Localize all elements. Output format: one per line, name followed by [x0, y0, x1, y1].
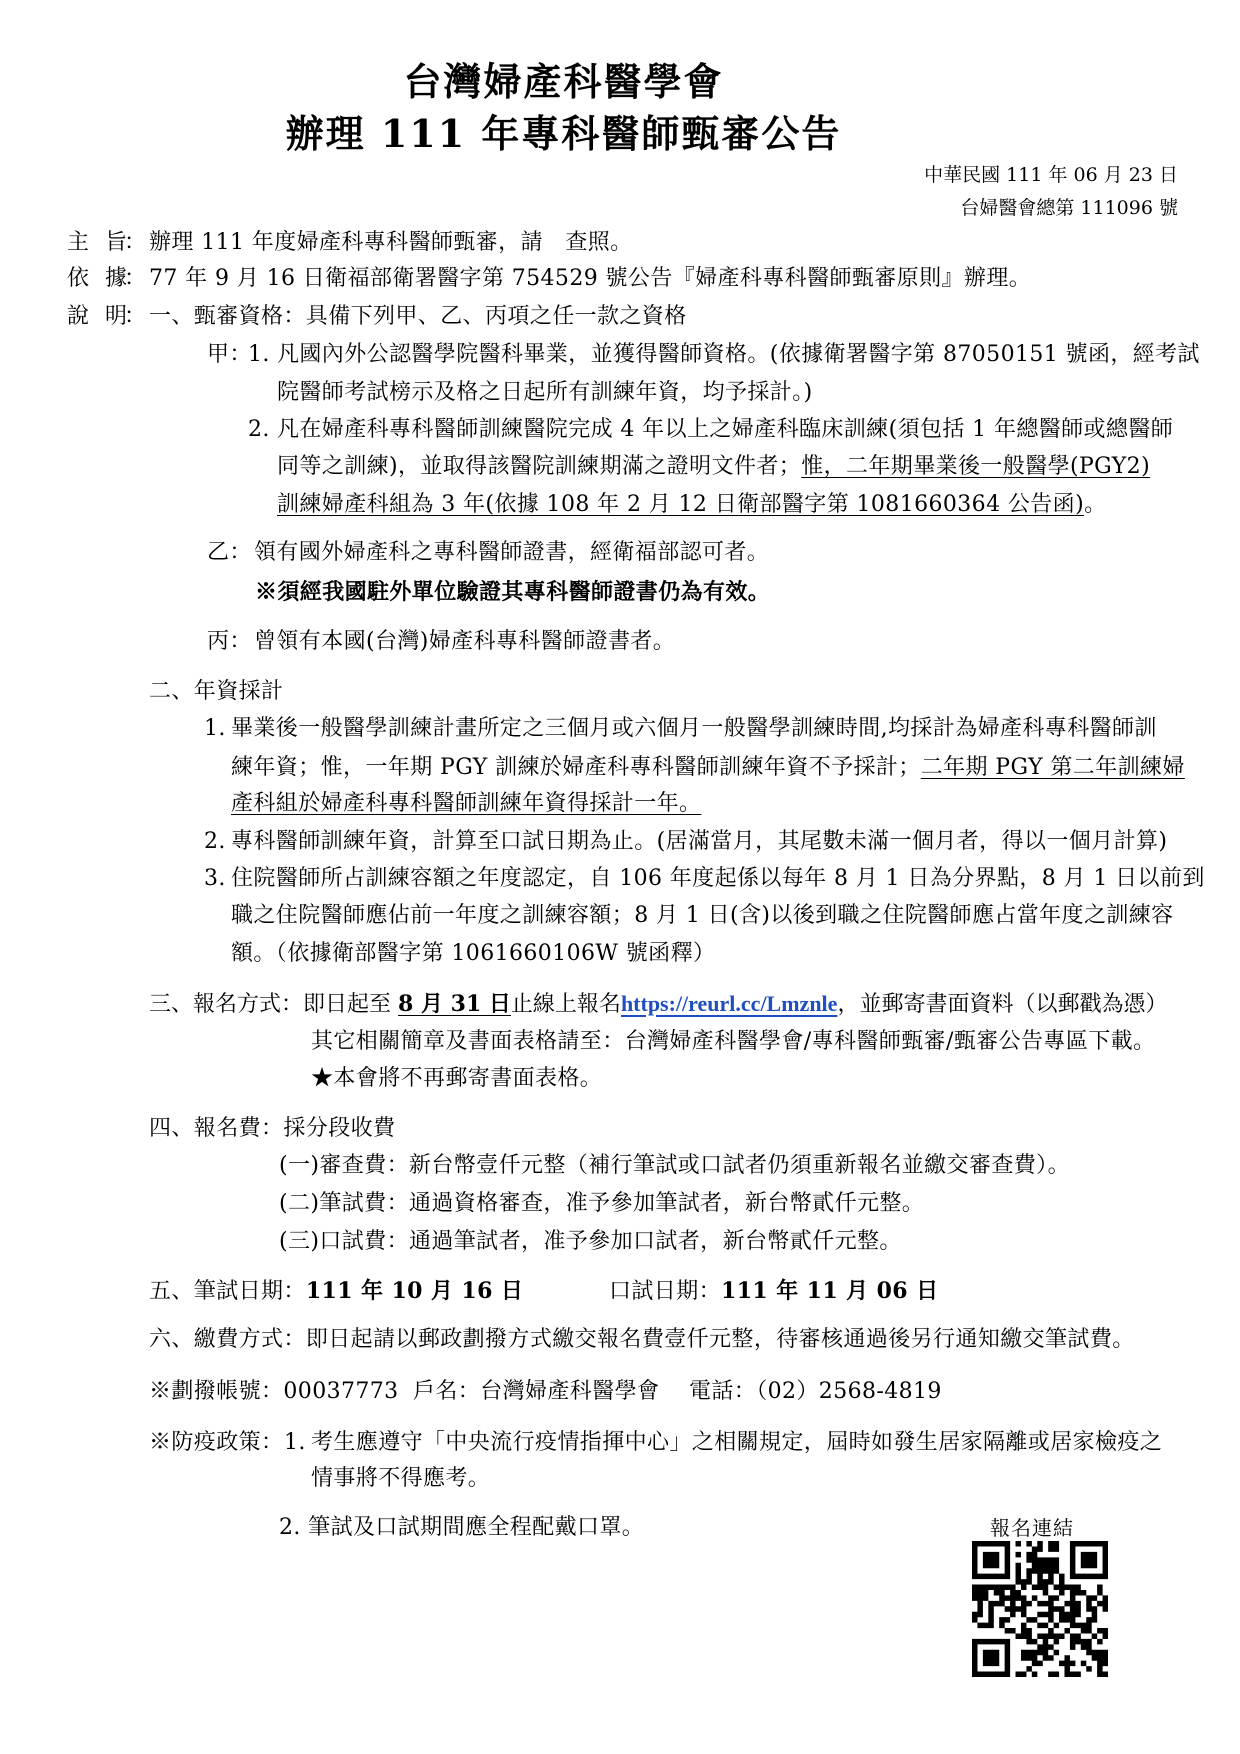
registration-text: 止線上報名 — [510, 992, 621, 1017]
explanation-label: 說 明： — [67, 304, 144, 329]
registration-download-note: 其它相關簡章及書面表格請至：台灣婦產科醫學會/專科醫師甄審/甄審公告專區下載。 — [311, 1029, 1156, 1054]
postal-account: ※劃撥帳號：00037773 — [149, 1379, 399, 1404]
item-text: 曾領有本國(台灣)婦產科專科醫師證書者。 — [254, 629, 676, 654]
qualification-yi-note: ※須經我國駐外單位驗證其專科醫師證書仍為有效。 — [255, 579, 771, 605]
covid-policy-heading: ※防疫政策： — [149, 1430, 284, 1455]
seniority-heading: 二、年資採計 — [149, 679, 284, 704]
fee-item-written: (二)筆試費：通過資格審查，准予參加筆試者，新台幣貳仟元整。 — [279, 1191, 925, 1216]
yi-label: 乙： — [207, 540, 252, 565]
seniority-item3-cont2: 額。（依據衛部醫字第 1061660106W 號函釋） — [231, 941, 716, 966]
bing-label: 丙： — [207, 629, 252, 654]
issue-date: 中華民國 111 年 06 月 23 日 — [924, 164, 1178, 186]
registration-qr-code — [972, 1541, 1108, 1677]
fee-item-oral: (三)口試費：通過筆試者，准予參加口試者，新台幣貳仟元整。 — [279, 1229, 902, 1254]
qualification-jia-item1-cont — [277, 378, 813, 408]
item-number: 1. — [248, 342, 270, 367]
document-number: 台婦醫會總第 111096 號 — [960, 197, 1178, 219]
registration-text: ，並郵寄書面資料（以郵戳為憑） — [837, 992, 1168, 1017]
covid-policy-item2: 2. 筆試及口試期間應全程配戴口罩。 — [279, 1515, 645, 1540]
item-text: 畢業後一般醫學訓練計畫所定之三個月或六個月一般醫學訓練時間,均採計為婦產科專科醫師訓 — [231, 716, 1157, 741]
qualification-jia-item2 — [248, 415, 1173, 445]
qualification-yi — [207, 538, 769, 568]
item-text: 同等之訓練)，並取得該醫院訓練期滿之證明文件者； — [277, 454, 802, 479]
covid-policy-item1-cont: 情事將不得應考。 — [311, 1466, 491, 1491]
item-number: 1. — [204, 716, 226, 741]
underlined-text: 惟，二年期畢業後一般醫學(PGY2) — [801, 454, 1151, 479]
written-exam-date: 111 年 10 月 16 日 — [305, 1278, 524, 1304]
subject-text: 辦理 111 年度婦產科專科醫師甄審，請 查照。 — [149, 230, 633, 255]
account-holder: 戶名：台灣婦產科醫學會 — [413, 1379, 660, 1404]
item-number: 2. — [204, 829, 226, 854]
item-text: 凡國內外公認醫學院醫科畢業，並獲得醫師資格。(依據衛署醫字第 87050151 號函，經考試 — [277, 342, 1200, 367]
oral-exam-label: 口試日期： — [609, 1279, 722, 1304]
written-exam-label: 五、筆試日期： — [149, 1279, 306, 1304]
oral-exam-date: 111 年 11 月 06 日 — [721, 1278, 939, 1304]
qualification-jia-item2-cont2 — [277, 490, 1106, 520]
underlined-text: 二年期 PGY 第二年訓練婦 — [920, 755, 1185, 780]
item-number: 1. — [284, 1430, 306, 1455]
qr-code-label: 報名連結 — [990, 1516, 1074, 1540]
subject-line — [67, 228, 633, 258]
qualification-jia-item2-cont — [277, 452, 1150, 482]
item-number: 3. — [204, 866, 226, 891]
seniority-item3 — [204, 864, 1205, 894]
seniority-item3-cont: 職之住院醫師應佔前一年度之訓練容額；8 月 1 日(含)以後到職之住院醫師應占當年度之訓練容 — [231, 903, 1174, 928]
oral-exam-date-line — [609, 1276, 938, 1307]
registration-heading: 三、報名方式： — [149, 992, 304, 1017]
payment-text: 即日起請以郵政劃撥方式繳交報名費壹仟元整，待審核通過後另行通知繳交筆試費。 — [305, 1327, 1135, 1352]
item-text: 院醫師考試榜示及格之日起所有訓練年資，均予採計。) — [277, 380, 813, 405]
organization-name: 台灣婦產科醫學會 — [403, 59, 724, 104]
registration-link[interactable]: https://reurl.cc/Lmznle — [620, 991, 838, 1016]
item-text: 領有國外婦產科之專科醫師證書，經衛福部認可者。 — [254, 540, 770, 565]
fees-heading: 四、報名費：採分段收費 — [149, 1116, 396, 1141]
document-title: 辦理 111 年專科醫師甄審公告 — [285, 111, 842, 156]
written-exam-date-line — [149, 1276, 523, 1307]
payment-line — [149, 1325, 1135, 1355]
registration-text: 即日起至 — [303, 992, 399, 1017]
contact-phone: 電話：（02）2568-4819 — [689, 1379, 942, 1404]
fee-item-review: (一)審查費：新台幣壹仟元整（補行筆試或口試者仍須重新報名並繳交審查費）。 — [279, 1153, 1070, 1178]
qualification-bing — [207, 627, 675, 657]
seniority-item1 — [204, 714, 1157, 744]
item-text: 住院醫師所占訓練容額之年度認定，自 106 年度起係以每年 8 月 1 日為分界點，8 月 1 日以前到 — [231, 866, 1205, 891]
registration-deadline: 8 月 31 日 — [398, 991, 511, 1017]
basis-line — [67, 264, 1031, 294]
item-number: 2. — [248, 417, 270, 442]
qualification-jia-item1 — [207, 340, 1200, 370]
underlined-text: 產科組於婦產科專科醫師訓練年資得採計一年。 — [231, 791, 702, 816]
basis-text: 77 年 9 月 16 日衛福部衛署醫字第 754529 號公告『婦產科專科醫師甄審原則』辦理。 — [149, 266, 1032, 291]
registration-line — [149, 989, 1167, 1020]
seniority-item2 — [204, 827, 1167, 857]
qualification-heading: 一、甄審資格：具備下列甲、乙、丙項之任一款之資格 — [149, 304, 687, 329]
covid-policy-item1 — [149, 1428, 1162, 1458]
item-text: 專科醫師訓練年資，計算至口試日期為止。(居滿當月，其尾數未滿一個月者，得以一個月計算) — [231, 829, 1168, 854]
item-text: 。 — [1084, 492, 1107, 517]
explanation-line — [67, 302, 687, 332]
item-text: 考生應遵守「中央流行疫情指揮中心」之相關規定，屆時如發生居家隔離或居家檢疫之 — [311, 1430, 1163, 1455]
registration-no-mail-note: ★本會將不再郵寄書面表格。 — [311, 1066, 603, 1091]
payment-heading: 六、繳費方式： — [149, 1327, 306, 1352]
seniority-item1-cont2 — [231, 789, 701, 819]
underlined-text: 訓練婦產科組為 3 年(依據 108 年 2 月 12 日衛部醫字第 1081660364 公告函) — [277, 492, 1085, 517]
seniority-item1-cont — [231, 753, 1185, 783]
basis-label: 依 據： — [67, 266, 144, 291]
jia-label: 甲： — [207, 342, 252, 367]
item-text: 凡在婦產科專科醫師訓練醫院完成 4 年以上之婦產科臨床訓練(須包括 1 年總醫師或總醫師 — [277, 417, 1174, 442]
item-text: 練年資；惟，一年期 PGY 訓練於婦產科專科醫師訓練年資不予採計； — [231, 755, 921, 780]
subject-label: 主 旨： — [67, 230, 144, 255]
